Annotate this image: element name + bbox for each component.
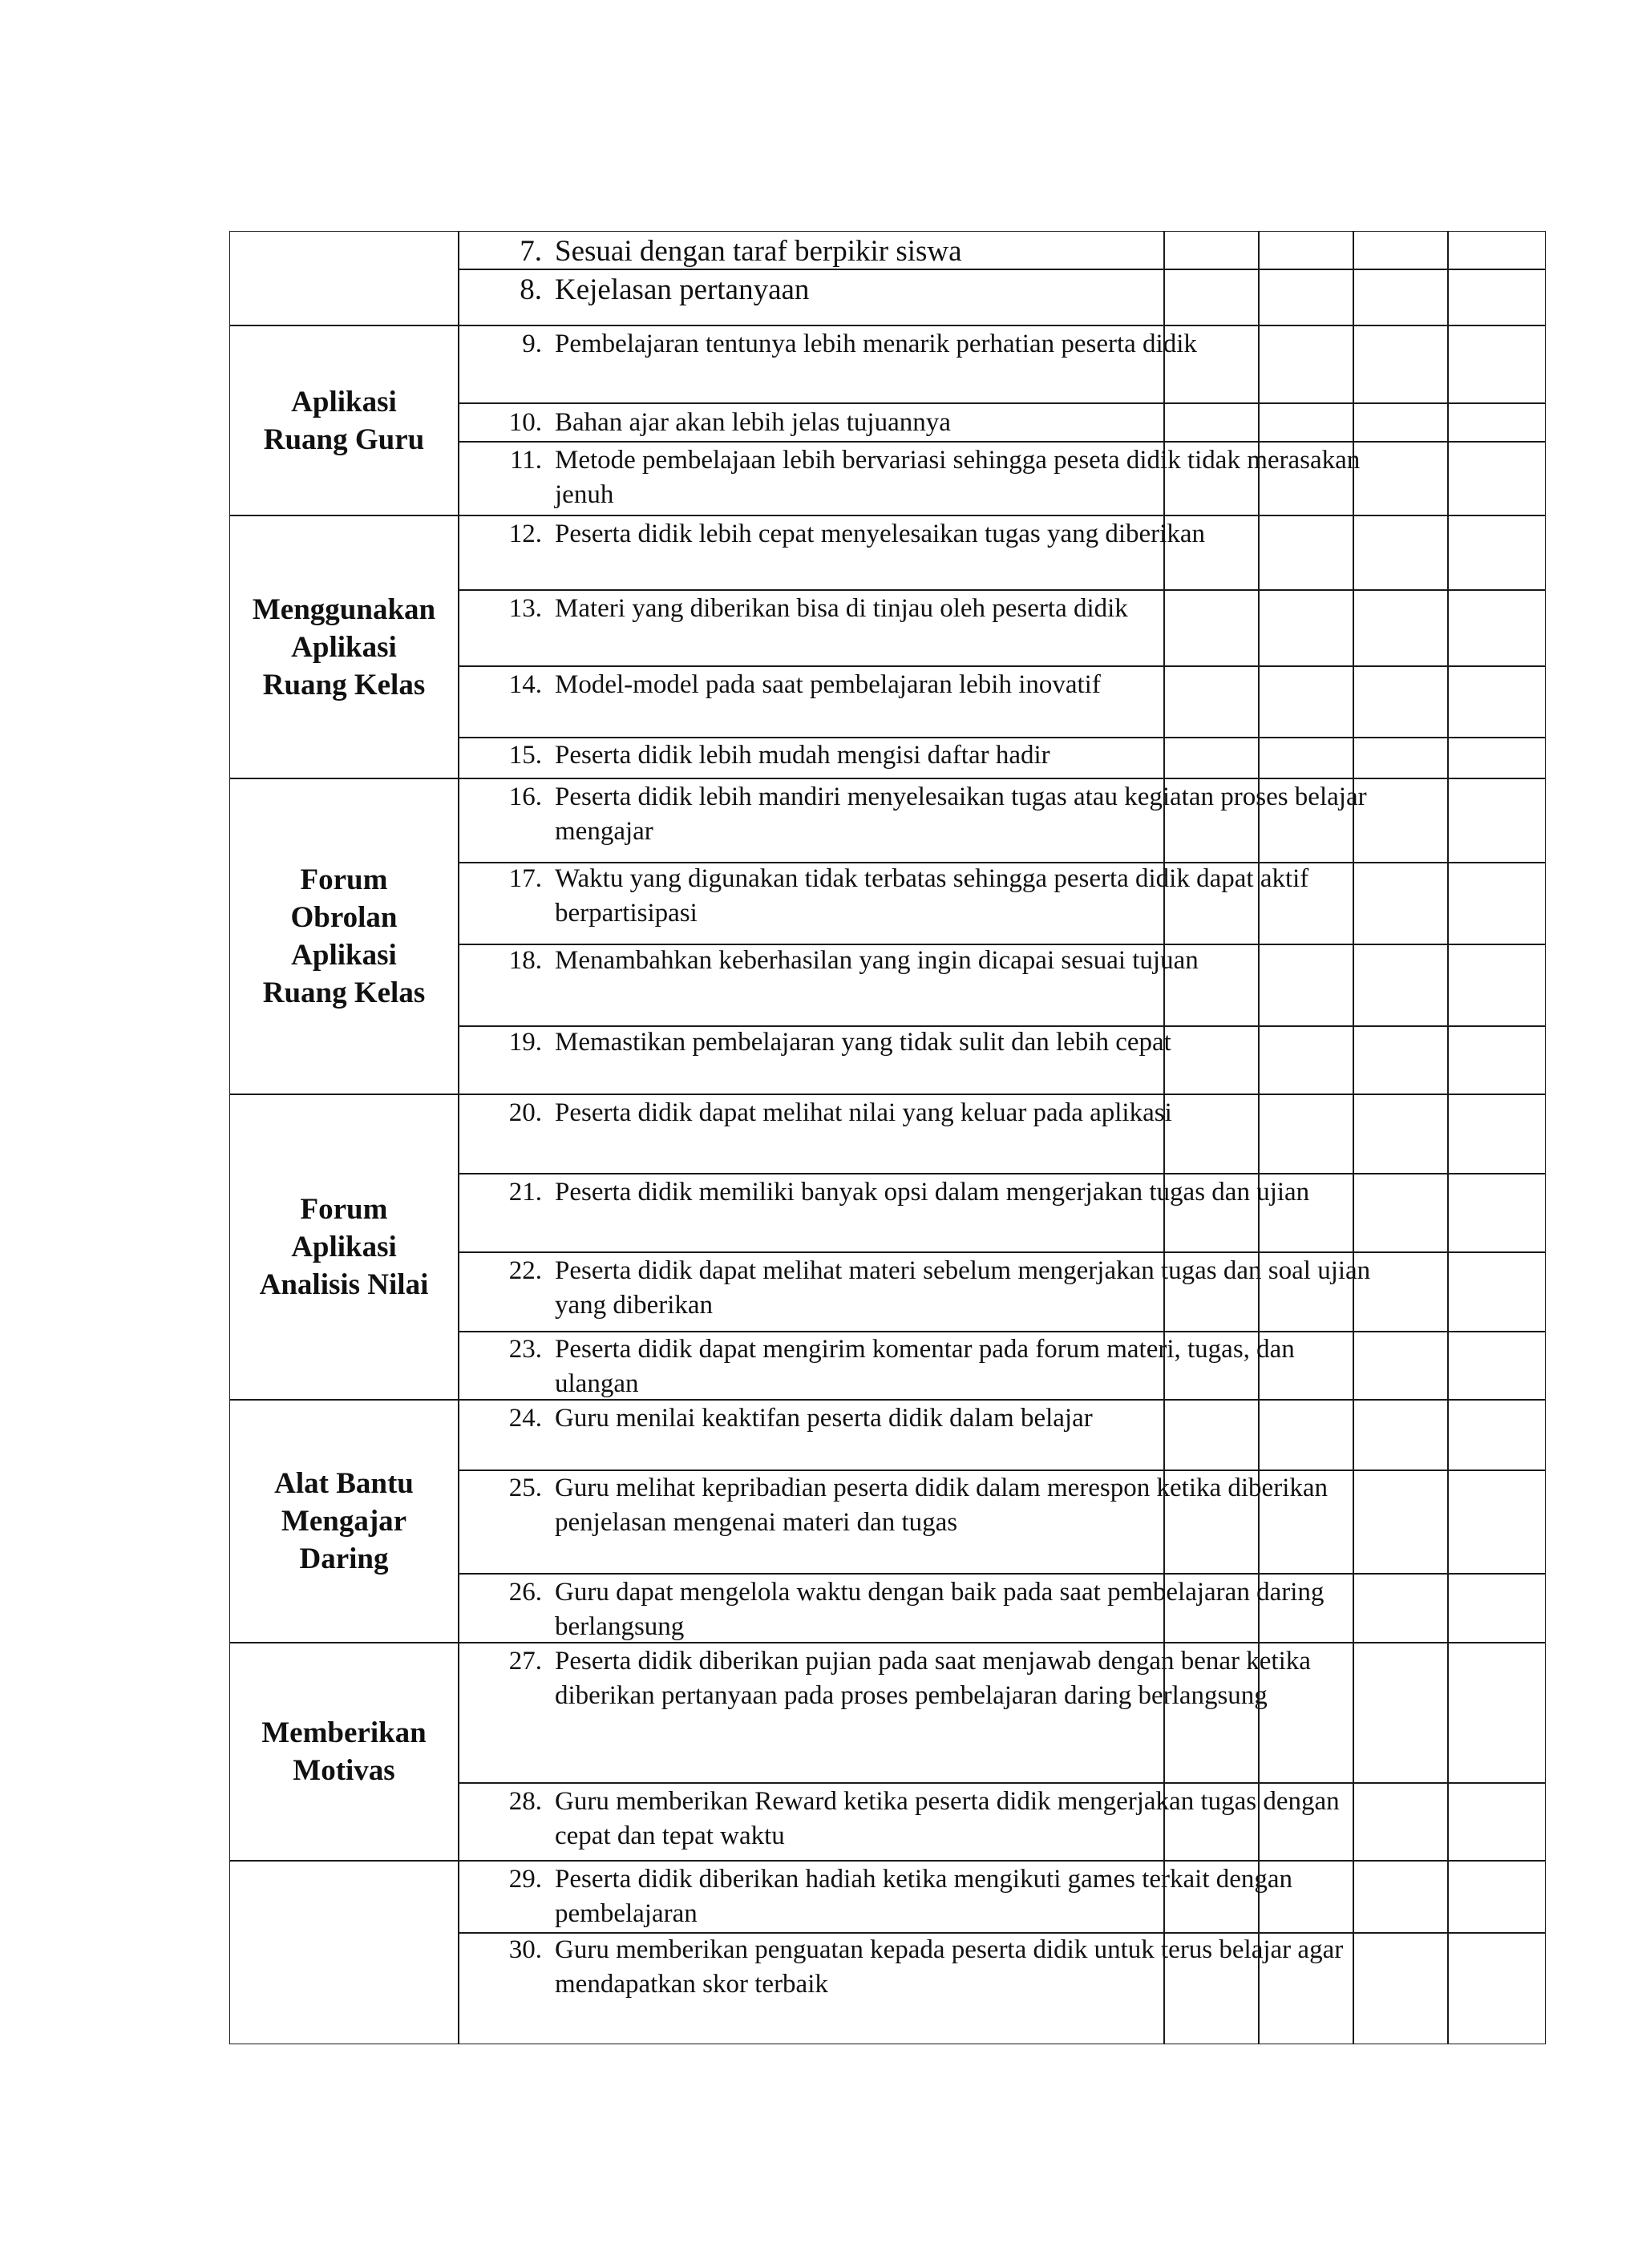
category-cell-analisis-nilai: Forum Aplikasi Analisis Nilai bbox=[259, 1193, 429, 1301]
category-cell-empty-bottom bbox=[229, 1861, 459, 2044]
category-cell-ruang-guru: Aplikasi Ruang Guru bbox=[263, 385, 425, 456]
category-cell-alat-bantu: Alat Bantu Mengajar Daring bbox=[274, 1467, 414, 1575]
category-cell-motivasi: Memberikan Motivas bbox=[261, 1716, 427, 1787]
category-cell-ruang-kelas: Menggunakan Aplikasi Ruang Kelas bbox=[252, 592, 436, 701]
category-cell-forum-obrolan: Forum Obrolan Aplikasi Ruang Kelas bbox=[262, 863, 426, 1009]
category-cell-empty-top bbox=[229, 231, 459, 325]
questionnaire-table: Aplikasi Ruang Guru Menggunakan Aplikasi Ruang Kelas Forum Obrolan Aplikasi Ruang Kelas Forum Aplikasi Analisis Nilai Alat Bantu Mengajar Daring Memberikan Motivas 7. Sesuai dengan taraf berpikir siswa 8. Kejelasan pertanyaan 9. Pembelajaran tentunya lebih menarik perhatian peserta didik 10. Bahan ajar akan lebih jelas tujuannya 11. Metode pembelajaan lebih bervariasi sehingga peseta didik tidak merasakan jenuh 12. Peserta didik lebih cepat menyelesaikan tugas yang diberikan 13. Materi yang diberikan bisa di tinjau oleh peserta didik 14. Model-model pada saat pembelajaran lebih inovatif 15. Peserta didik lebih mudah mengisi daftar hadir 16. Peserta didik lebih mandiri menyelesaikan tugas atau kegiatan proses belajar mengajar 17. Waktu yang digunakan tidak terbatas sehingga peserta didik dapat aktif berpartisipasi 18. Menambahkan keberhasilan yang ingin dicapai sesuai tujuan 19. Memastikan pembelajaran yang tidak sulit dan lebih cepat 20. Peserta didik dapat melihat nilai yang keluar pada aplikasi 21. Peserta didik memiliki banyak opsi dalam mengerjakan tugas dan ujian 22. Peserta didik dapat melihat materi sebelum mengerjakan tugas dan soal ujian yang diberikan 23. Peserta didik dapat mengirim komentar pada forum materi, tugas, dan ulangan 24. Guru menilai keaktifan peserta didik dalam belajar 25. Guru melihat kepribadian peserta didik dalam merespon ketika diberikan penjelasan mengenai materi dan tugas 26. Guru dapat mengelola waktu dengan baik pada saat pembelajaran daring berlangsung 27. Peserta didik diberikan pujian pada saat menjawab dengan benar ketika diberikan pertanyaan pada proses pembelajaran daring berlangsung 28. Guru memberikan Reward ketika peserta didik mengerjakan tugas dengan cepat dan tepat waktu 29. Peserta didik diberikan hadiah ketika mengikuti games terkait dengan pembelajaran 30. Guru memberikan penguatan kepada peserta didik untuk terus belajar agar mendapatkan skor terbaik bbox=[229, 231, 1546, 2044]
